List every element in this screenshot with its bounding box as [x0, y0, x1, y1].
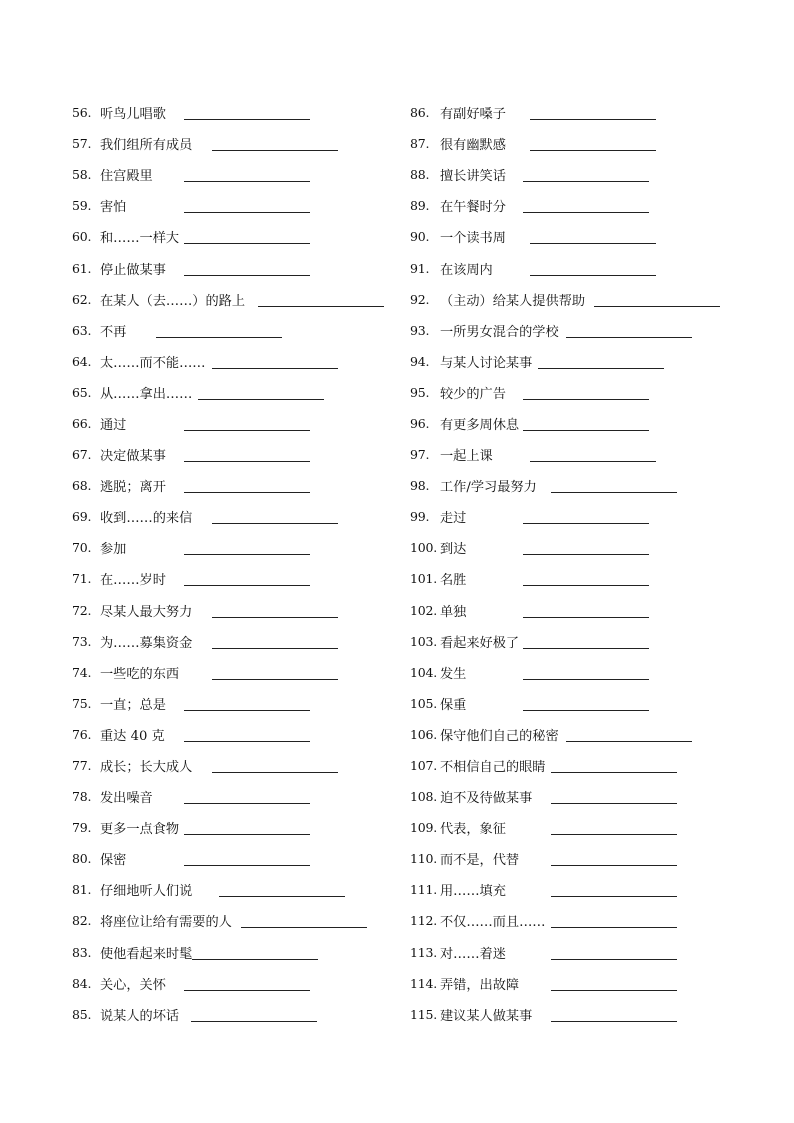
item-number: 92. [410, 291, 430, 307]
chinese-phrase: 很有幽默感 [440, 138, 506, 154]
answer-blank[interactable] [184, 416, 310, 431]
answer-blank[interactable] [523, 509, 649, 524]
item-number: 102. [410, 602, 438, 618]
vocab-item [410, 595, 740, 626]
vocab-item [72, 159, 392, 190]
chinese-phrase: 保重 [440, 697, 467, 713]
answer-blank[interactable] [523, 634, 649, 649]
chinese-phrase: 听鸟儿唱歌 [100, 107, 166, 123]
chinese-phrase: 在某人（去……）的路上 [100, 293, 246, 309]
answer-blank[interactable] [184, 976, 310, 991]
chinese-phrase: 有更多周休息 [440, 417, 520, 433]
chinese-phrase: 住宫殿里 [100, 169, 153, 185]
vocab-item [72, 128, 392, 159]
chinese-phrase: 保守他们自己的秘密 [440, 728, 559, 744]
item-number: 100. [410, 540, 438, 556]
answer-blank[interactable] [184, 571, 310, 586]
vocab-item [410, 315, 740, 346]
vocab-item [410, 999, 740, 1030]
answer-blank[interactable] [184, 447, 310, 462]
answer-blank[interactable] [523, 167, 649, 182]
answer-blank[interactable] [523, 540, 649, 555]
chinese-phrase: 在午餐时分 [440, 200, 506, 216]
vocab-item [410, 812, 740, 843]
answer-blank[interactable] [523, 665, 649, 680]
chinese-phrase: 发生 [440, 666, 467, 682]
chinese-phrase: 尽某人最大努力 [100, 604, 193, 620]
item-number: 68. [72, 478, 92, 494]
answer-blank[interactable] [184, 167, 310, 182]
item-number: 82. [72, 913, 92, 929]
item-number: 77. [72, 758, 92, 774]
answer-blank[interactable] [184, 540, 310, 555]
answer-blank[interactable] [566, 727, 692, 742]
vocab-item [410, 874, 740, 905]
chinese-phrase: 较少的广告 [440, 386, 506, 402]
chinese-phrase: 一所男女混合的学校 [440, 324, 559, 340]
answer-blank[interactable] [191, 1007, 317, 1022]
item-number: 65. [72, 384, 92, 400]
item-number: 58. [72, 167, 92, 183]
item-number: 105. [410, 695, 438, 711]
vocab-item [410, 408, 740, 439]
chinese-phrase: 参加 [100, 542, 127, 558]
item-number: 87. [410, 136, 430, 152]
vocab-item [72, 563, 392, 594]
item-number: 114. [410, 975, 438, 991]
chinese-phrase: 有副好嗓子 [440, 107, 506, 123]
answer-blank[interactable] [551, 851, 677, 866]
item-number: 88. [410, 167, 430, 183]
vocab-item [72, 97, 392, 128]
answer-blank[interactable] [594, 292, 720, 307]
item-number: 97. [410, 447, 430, 463]
vocab-item [72, 252, 392, 283]
answer-blank[interactable] [184, 105, 310, 120]
chinese-phrase: 工作/学习最努力 [440, 480, 537, 496]
answer-blank[interactable] [551, 945, 677, 960]
item-number: 85. [72, 1006, 92, 1022]
vocab-item [410, 688, 740, 719]
item-number: 111. [410, 882, 438, 898]
answer-blank[interactable] [219, 882, 345, 897]
item-number: 84. [72, 975, 92, 991]
vocab-item [72, 999, 392, 1030]
vocab-item [72, 439, 392, 470]
vocab-item [410, 626, 740, 657]
chinese-phrase: 迫不及待做某事 [440, 791, 533, 807]
vocab-item [410, 439, 740, 470]
chinese-phrase: 一个读书周 [440, 231, 506, 247]
vocab-item [410, 284, 740, 315]
chinese-phrase: 建议某人做某事 [440, 1008, 533, 1024]
answer-blank[interactable] [192, 945, 318, 960]
vocab-item [410, 377, 740, 408]
vocab-item [72, 284, 392, 315]
chinese-phrase: 决定做某事 [100, 449, 166, 465]
vocab-item [72, 968, 392, 999]
chinese-phrase: 为……募集资金 [100, 635, 193, 651]
chinese-phrase: 害怕 [100, 200, 127, 216]
vocab-item [410, 937, 740, 968]
vocab-item [72, 408, 392, 439]
item-number: 62. [72, 291, 92, 307]
item-number: 83. [72, 944, 92, 960]
item-number: 91. [410, 260, 430, 276]
item-number: 106. [410, 726, 438, 742]
item-number: 94. [410, 353, 430, 369]
vocab-item [72, 937, 392, 968]
chinese-phrase: 停止做某事 [100, 262, 166, 278]
answer-blank[interactable] [184, 478, 310, 493]
answer-blank[interactable] [530, 261, 656, 276]
answer-blank[interactable] [212, 509, 338, 524]
item-number: 110. [410, 851, 438, 867]
answer-blank[interactable] [538, 354, 664, 369]
answer-blank[interactable] [184, 727, 310, 742]
chinese-phrase: 用……填充 [440, 884, 506, 900]
vocab-item [72, 874, 392, 905]
item-number: 95. [410, 384, 430, 400]
item-number: 89. [410, 198, 430, 214]
vocab-item [72, 750, 392, 781]
chinese-phrase: 在……岁时 [100, 573, 166, 589]
answer-blank[interactable] [566, 323, 692, 338]
vocab-item [72, 315, 392, 346]
item-number: 64. [72, 353, 92, 369]
item-number: 101. [410, 571, 438, 587]
answer-blank[interactable] [212, 603, 338, 618]
vocab-item [410, 252, 740, 283]
vocab-item [72, 626, 392, 657]
vocab-item [72, 532, 392, 563]
chinese-phrase: 看起来好极了 [440, 635, 520, 651]
item-number: 103. [410, 633, 438, 649]
vocab-item [410, 905, 740, 936]
item-number: 80. [72, 851, 92, 867]
answer-blank[interactable] [184, 789, 310, 804]
vocab-item [410, 532, 740, 563]
answer-blank[interactable] [212, 136, 338, 151]
chinese-phrase: 对……着迷 [440, 946, 506, 962]
answer-blank[interactable] [184, 820, 310, 835]
chinese-phrase: 成长；长大成人 [100, 760, 193, 776]
right-column [410, 97, 740, 1030]
item-number: 90. [410, 229, 430, 245]
vocab-item [410, 843, 740, 874]
answer-blank[interactable] [212, 354, 338, 369]
answer-blank[interactable] [551, 820, 677, 835]
chinese-phrase: 通过 [100, 417, 127, 433]
answer-blank[interactable] [523, 603, 649, 618]
answer-blank[interactable] [551, 976, 677, 991]
chinese-phrase: 与某人讨论某事 [440, 355, 533, 371]
item-number: 60. [72, 229, 92, 245]
answer-blank[interactable] [258, 292, 384, 307]
chinese-phrase: 不再 [100, 324, 127, 340]
chinese-phrase: 说某人的坏话 [100, 1008, 180, 1024]
answer-blank[interactable] [551, 913, 677, 928]
vocab-item [410, 159, 740, 190]
chinese-phrase: 走过 [440, 511, 467, 527]
vocab-item [72, 377, 392, 408]
item-number: 115. [410, 1006, 438, 1022]
chinese-phrase: 从……拿出…… [100, 386, 193, 402]
vocab-item [410, 470, 740, 501]
chinese-phrase: 使他看起来时髦 [100, 946, 193, 962]
item-number: 59. [72, 198, 92, 214]
answer-blank[interactable] [551, 1007, 677, 1022]
chinese-phrase: 和……一样大 [100, 231, 180, 247]
chinese-phrase: 不仅……而且…… [440, 915, 546, 931]
vocab-item [410, 750, 740, 781]
chinese-phrase: （主动）给某人提供帮助 [440, 293, 586, 309]
vocab-item [410, 128, 740, 159]
vocab-item [410, 190, 740, 221]
answer-blank[interactable] [198, 385, 324, 400]
vocab-item [72, 190, 392, 221]
item-number: 112. [410, 913, 438, 929]
chinese-phrase: 太……而不能…… [100, 355, 206, 371]
left-column [72, 97, 392, 1030]
chinese-phrase: 名胜 [440, 573, 467, 589]
vocab-item [72, 657, 392, 688]
vocab-item [410, 719, 740, 750]
vocab-item [410, 968, 740, 999]
item-number: 66. [72, 415, 92, 431]
chinese-phrase: 发出噪音 [100, 791, 153, 807]
chinese-phrase: 单独 [440, 604, 467, 620]
item-number: 63. [72, 322, 92, 338]
answer-blank[interactable] [523, 385, 649, 400]
vocab-item [410, 346, 740, 377]
answer-blank[interactable] [530, 105, 656, 120]
answer-blank[interactable] [523, 198, 649, 213]
vocab-item [72, 346, 392, 377]
chinese-phrase: 我们组所有成员 [100, 138, 193, 154]
item-number: 107. [410, 758, 438, 774]
item-number: 78. [72, 789, 92, 805]
vocab-item [72, 501, 392, 532]
chinese-phrase: 一直；总是 [100, 697, 166, 713]
item-number: 75. [72, 695, 92, 711]
answer-blank[interactable] [530, 229, 656, 244]
vocab-item [72, 719, 392, 750]
chinese-phrase: 一起上课 [440, 449, 493, 465]
vocab-item [410, 781, 740, 812]
answer-blank[interactable] [212, 634, 338, 649]
chinese-phrase: 仔细地听人们说 [100, 884, 193, 900]
item-number: 76. [72, 726, 92, 742]
item-number: 56. [72, 105, 92, 121]
chinese-phrase: 逃脱；离开 [100, 480, 166, 496]
chinese-phrase: 代表，象征 [440, 822, 506, 838]
answer-blank[interactable] [156, 323, 282, 338]
item-number: 104. [410, 664, 438, 680]
vocab-item [410, 563, 740, 594]
item-number: 71. [72, 571, 92, 587]
item-number: 96. [410, 415, 430, 431]
item-number: 98. [410, 478, 430, 494]
chinese-phrase: 关心，关怀 [100, 977, 166, 993]
vocab-item [72, 470, 392, 501]
chinese-phrase: 一些吃的东西 [100, 666, 180, 682]
answer-blank[interactable] [551, 478, 677, 493]
item-number: 79. [72, 820, 92, 836]
vocab-item [72, 843, 392, 874]
answer-blank[interactable] [551, 758, 677, 773]
item-number: 86. [410, 105, 430, 121]
answer-blank[interactable] [184, 696, 310, 711]
item-number: 61. [72, 260, 92, 276]
item-number: 67. [72, 447, 92, 463]
chinese-phrase: 更多一点食物 [100, 822, 180, 838]
chinese-phrase: 保密 [100, 853, 127, 869]
chinese-phrase: 在该周内 [440, 262, 493, 278]
answer-blank[interactable] [241, 913, 367, 928]
answer-blank[interactable] [184, 851, 310, 866]
vocab-item [72, 905, 392, 936]
item-number: 113. [410, 944, 438, 960]
chinese-phrase: 弄错，出故障 [440, 977, 520, 993]
answer-blank[interactable] [523, 416, 649, 431]
answer-blank[interactable] [523, 571, 649, 586]
item-number: 108. [410, 789, 438, 805]
vocab-item [410, 97, 740, 128]
answer-blank[interactable] [551, 789, 677, 804]
answer-blank[interactable] [184, 198, 310, 213]
answer-blank[interactable] [212, 665, 338, 680]
vocab-item [72, 688, 392, 719]
answer-blank[interactable] [530, 447, 656, 462]
item-number: 109. [410, 820, 438, 836]
answer-blank[interactable] [184, 261, 310, 276]
answer-blank[interactable] [551, 882, 677, 897]
item-number: 73. [72, 633, 92, 649]
item-number: 57. [72, 136, 92, 152]
chinese-phrase: 收到……的来信 [100, 511, 193, 527]
chinese-phrase: 到达 [440, 542, 467, 558]
item-number: 72. [72, 602, 92, 618]
item-number: 70. [72, 540, 92, 556]
chinese-phrase: 不相信自己的眼睛 [440, 760, 546, 776]
item-number: 99. [410, 509, 430, 525]
chinese-phrase: 擅长讲笑话 [440, 169, 506, 185]
vocab-item [72, 221, 392, 252]
answer-blank[interactable] [530, 136, 656, 151]
vocab-item [72, 595, 392, 626]
chinese-phrase: 而不是，代替 [440, 853, 520, 869]
item-number: 74. [72, 664, 92, 680]
item-number: 93. [410, 322, 430, 338]
answer-blank[interactable] [184, 229, 310, 244]
answer-blank[interactable] [523, 696, 649, 711]
vocab-item [72, 812, 392, 843]
vocab-item [410, 501, 740, 532]
item-number: 81. [72, 882, 92, 898]
vocab-item [72, 781, 392, 812]
vocab-item [410, 221, 740, 252]
vocab-item [410, 657, 740, 688]
item-number: 69. [72, 509, 92, 525]
answer-blank[interactable] [212, 758, 338, 773]
chinese-phrase: 重达 40 克 [100, 728, 165, 744]
chinese-phrase: 将座位让给有需要的人 [100, 915, 232, 931]
